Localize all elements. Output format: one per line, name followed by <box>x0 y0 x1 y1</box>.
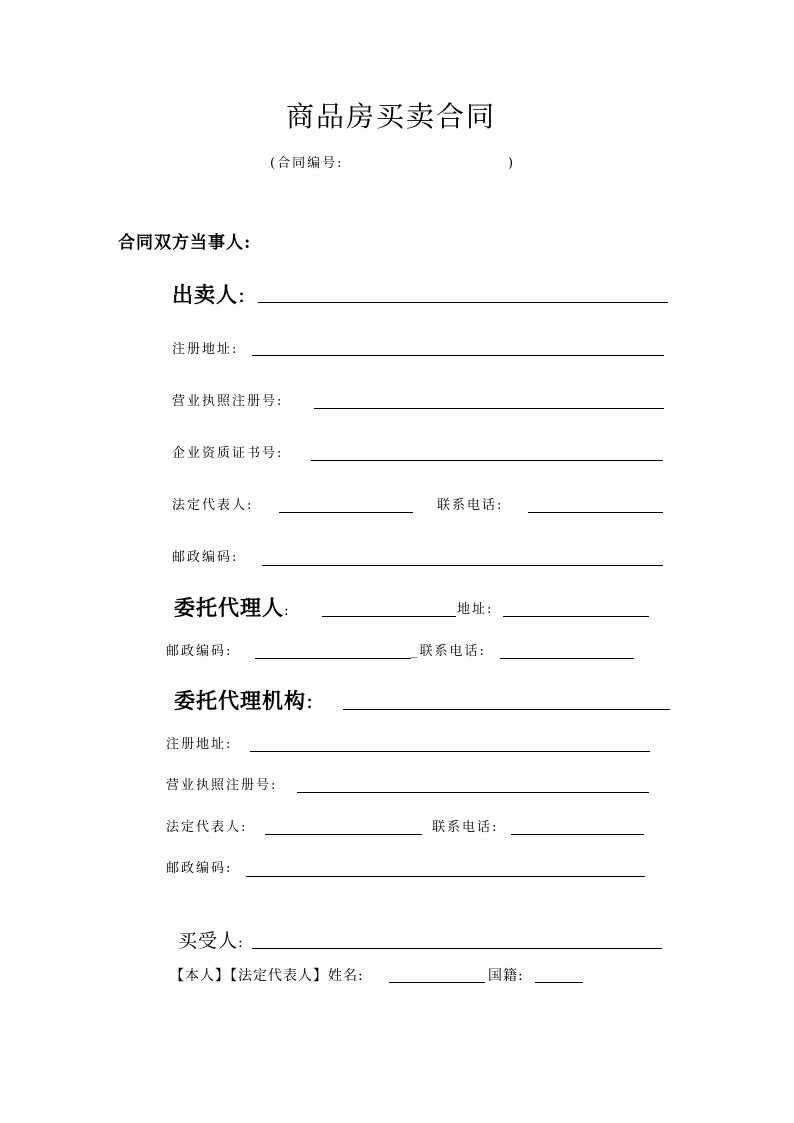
agent-phone-label: _联系电话: <box>411 644 486 659</box>
seller-heading-colon: : <box>238 283 247 307</box>
buyer-heading <box>178 932 244 951</box>
buyer-person-name-field[interactable] <box>389 982 485 983</box>
agency-registered-address-label: 注册地址: <box>166 737 233 752</box>
seller-postcode-field[interactable] <box>262 565 663 566</box>
agency-business-license-label: 营业执照注册号: <box>166 778 278 793</box>
seller-name-field[interactable] <box>258 302 668 303</box>
parties-heading: 合同双方当事人: <box>118 233 252 253</box>
agent-address-field[interactable] <box>503 616 649 617</box>
agency-heading-text: 委托代理机构 <box>174 688 306 713</box>
seller-postcode-label: 邮政编码: <box>172 550 239 565</box>
seller-registered-address-label: 注册地址: <box>172 342 239 357</box>
agency-phone-field[interactable] <box>511 834 644 835</box>
seller-heading-text: 出卖人 <box>172 282 238 307</box>
seller-qualification-cert-field[interactable] <box>311 460 663 461</box>
agency-registered-address-field[interactable] <box>250 751 650 752</box>
seller-phone-field[interactable] <box>528 512 663 513</box>
agency-phone-label: 联系电话: <box>432 820 499 835</box>
seller-qualification-cert-label: 企业资质证书号: <box>172 446 284 461</box>
agency-postcode-label: 邮政编码: <box>166 861 233 876</box>
seller-legal-rep-field[interactable] <box>279 512 413 513</box>
agent-name-field[interactable] <box>322 616 456 617</box>
seller-registered-address-field[interactable] <box>252 355 664 356</box>
agent-heading <box>174 597 290 618</box>
document-title: 商品房买卖合同 <box>286 100 497 133</box>
seller-heading <box>172 284 246 306</box>
seller-business-license-label: 营业执照注册号: <box>172 394 284 409</box>
seller-legal-rep-label: 法定代表人: <box>172 498 254 513</box>
agency-name-field[interactable] <box>343 709 670 710</box>
agency-business-license-field[interactable] <box>297 792 649 793</box>
buyer-nationality-label: 国籍: <box>488 968 524 984</box>
agent-postcode-field[interactable] <box>255 658 411 659</box>
agent-address-label: 地址: <box>457 602 494 617</box>
buyer-heading-text: 买受人 <box>178 930 239 952</box>
agency-postcode-field[interactable] <box>246 876 645 877</box>
seller-phone-label: 联系电话: <box>437 498 504 513</box>
seller-business-license-field[interactable] <box>314 408 664 409</box>
agency-heading-colon: : <box>306 689 315 713</box>
buyer-identity-label: 【本人】【法定代表人】姓名: <box>170 968 364 984</box>
buyer-nationality-field[interactable] <box>535 982 583 983</box>
buyer-heading-colon: : <box>238 935 244 951</box>
agent-heading-text: 委托代理人 <box>174 595 284 620</box>
contract-number-close: ) <box>508 156 516 171</box>
agent-heading-colon: : <box>284 603 290 619</box>
agent-phone-field[interactable] <box>500 658 634 659</box>
agency-legal-rep-field[interactable] <box>265 834 422 835</box>
agent-postcode-label: 邮政编码: <box>166 644 233 659</box>
contract-number-label: (合同编号: <box>270 156 344 171</box>
buyer-name-field[interactable] <box>252 948 662 949</box>
agency-heading <box>174 690 314 712</box>
agency-legal-rep-label: 法定代表人: <box>166 820 248 835</box>
